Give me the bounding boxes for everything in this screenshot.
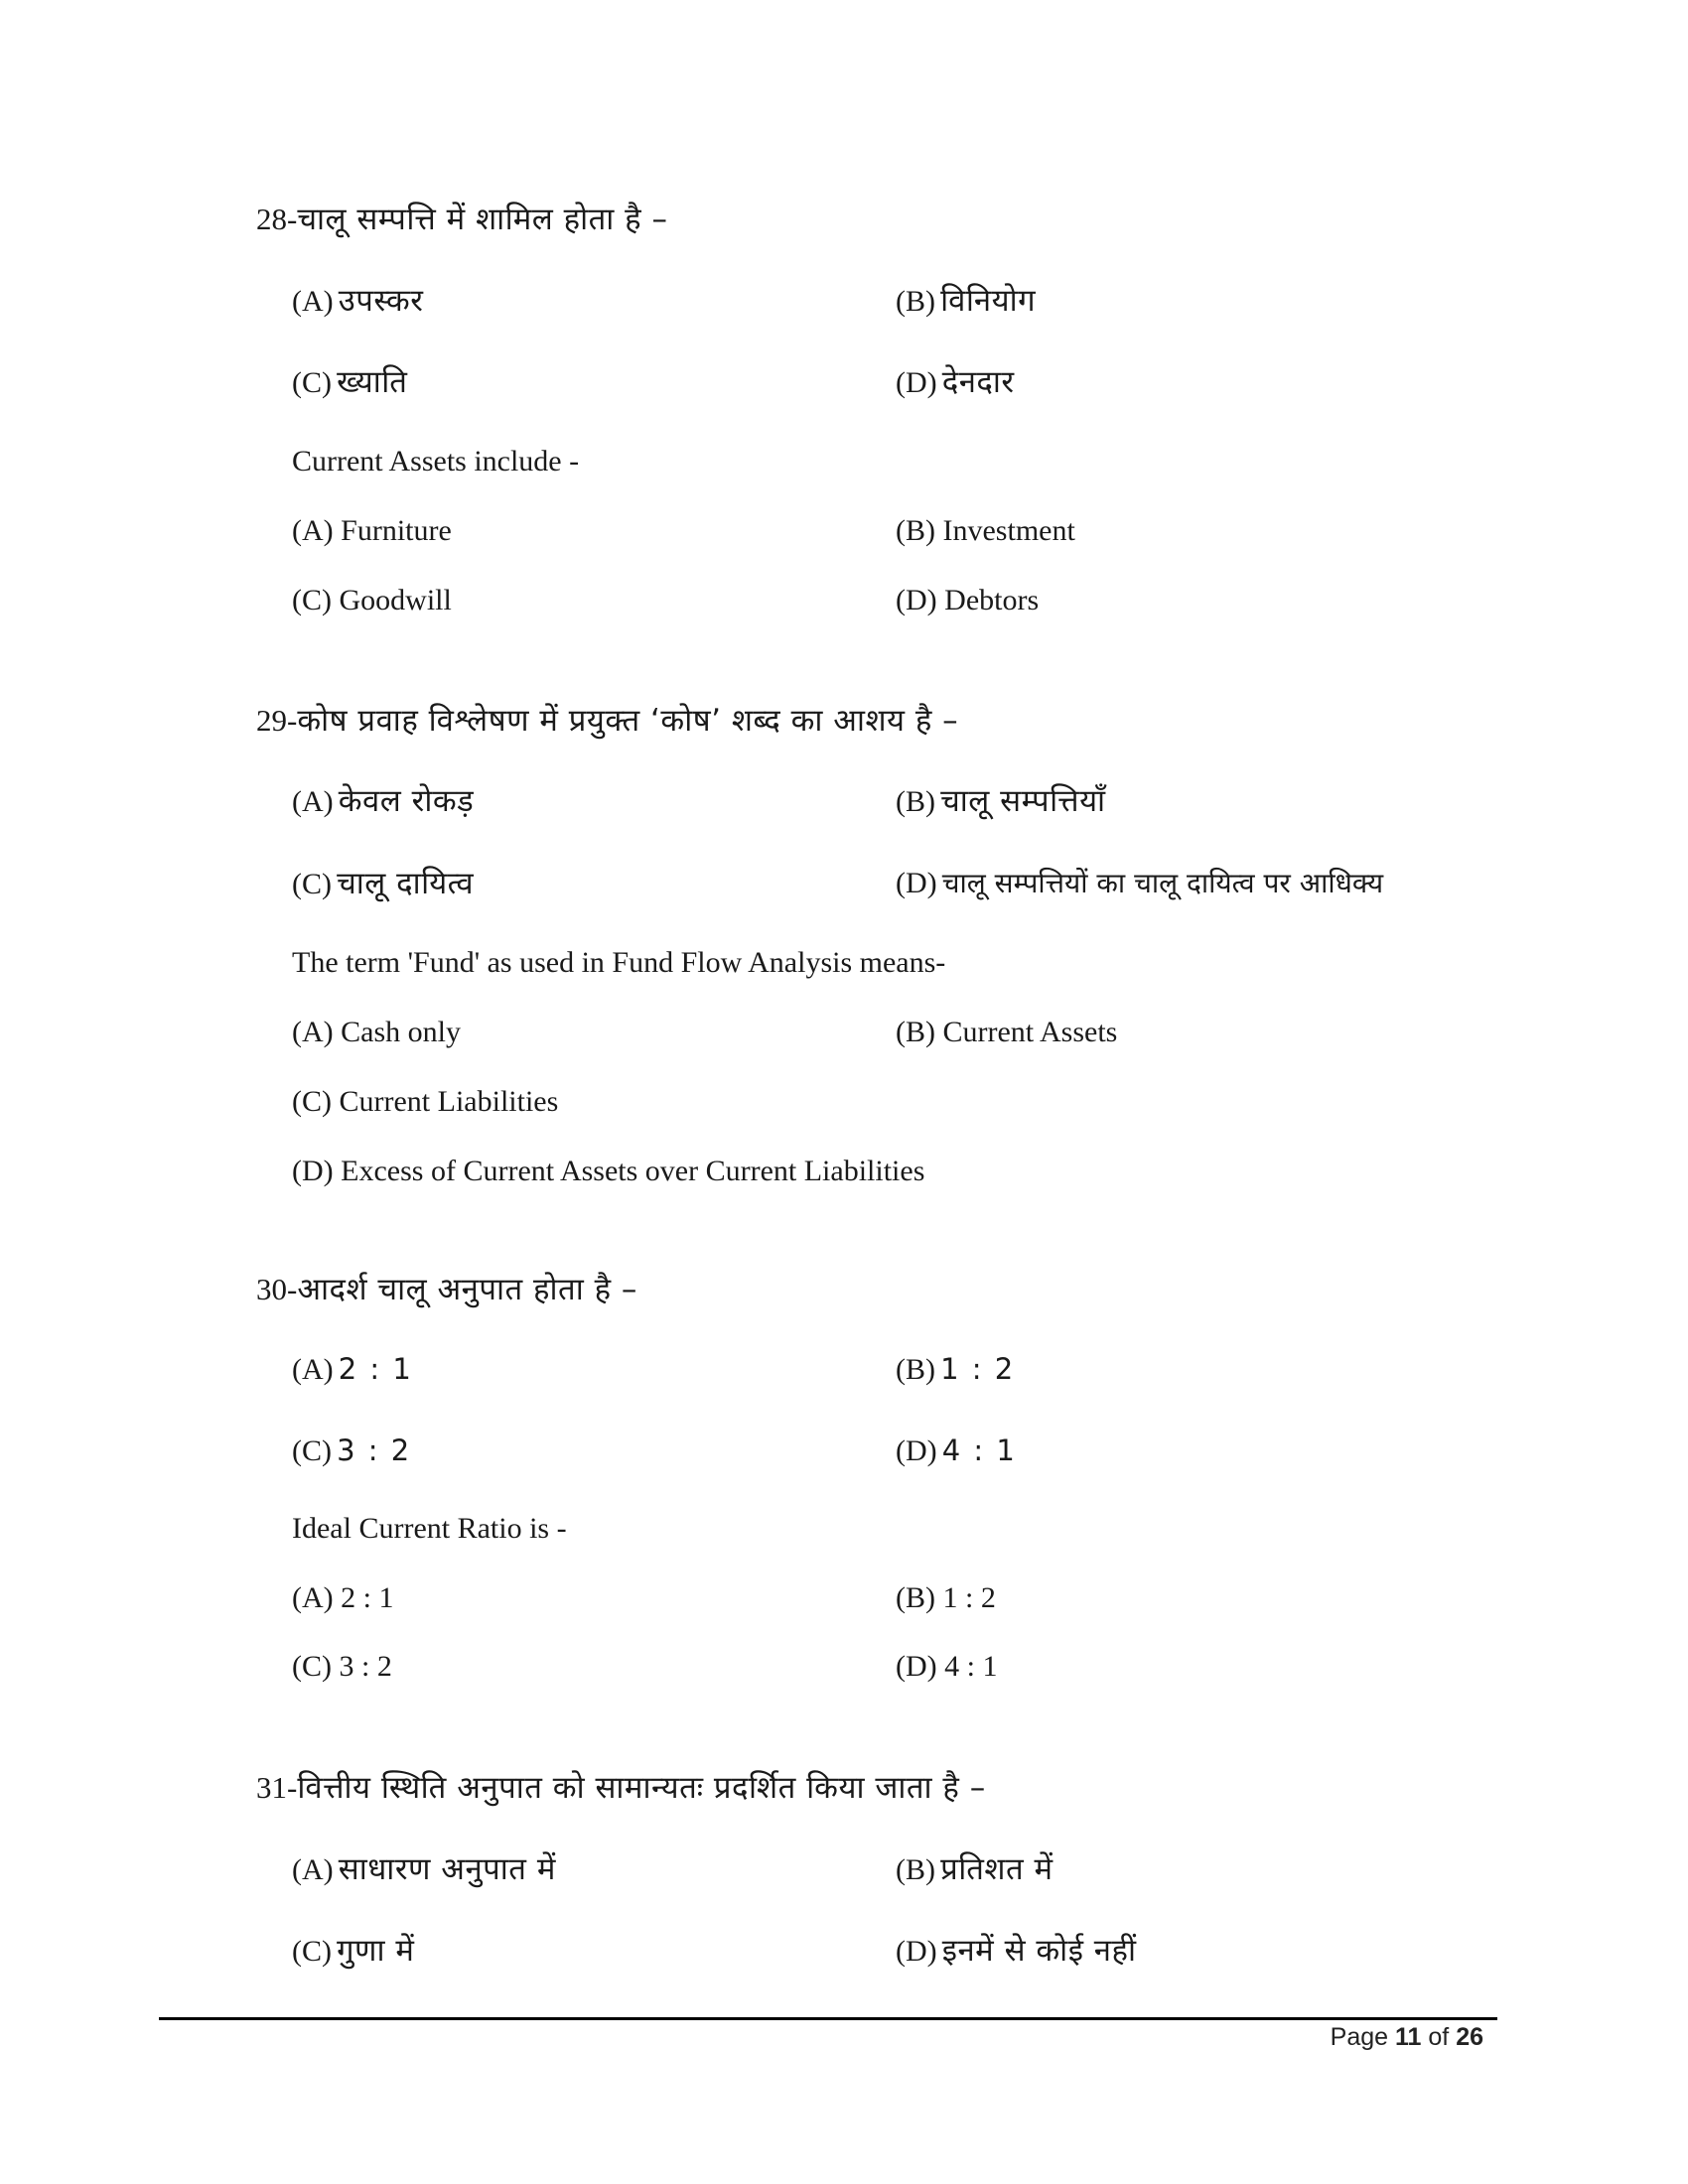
option-label: (A) xyxy=(292,1016,334,1048)
option-label: (C) xyxy=(292,1085,332,1118)
option-label: (A) xyxy=(292,1581,334,1614)
option-text: 1 : 2 xyxy=(940,1352,1016,1386)
option-text: Excess of Current Assets over Current Liabilities xyxy=(341,1155,925,1187)
q30-hi-option-a xyxy=(292,1352,413,1386)
q29-hi-option-c xyxy=(292,866,475,901)
question-text: चालू सम्पत्ति में शामिल होता है – xyxy=(297,202,668,237)
question-number: 31- xyxy=(256,1770,298,1805)
option-text: प्रतिशत में xyxy=(940,1851,1054,1887)
option-label: (D) xyxy=(896,584,937,616)
option-text: Investment xyxy=(942,514,1075,547)
option-text: Current Assets xyxy=(942,1016,1118,1048)
q31-hi-option-b xyxy=(896,1851,1054,1887)
option-label: (B) xyxy=(896,1853,935,1886)
option-label: (B) xyxy=(896,1353,935,1386)
question-30-hindi xyxy=(256,1274,637,1305)
option-label: (C) xyxy=(292,584,332,616)
option-label: (A) xyxy=(292,1353,334,1386)
option-label: (D) xyxy=(896,1935,937,1968)
question-29-english: The term 'Fund' as used in Fund Flow Analysis means- xyxy=(292,946,946,979)
option-label: (D) xyxy=(896,1650,937,1683)
option-label: (B) xyxy=(896,1581,935,1614)
q30-hi-option-d xyxy=(896,1433,1017,1467)
q31-hi-option-a xyxy=(292,1851,556,1887)
q29-en-option-d xyxy=(292,1157,924,1186)
question-28-english: Current Assets include - xyxy=(292,445,580,478)
q31-hi-option-c xyxy=(292,1933,415,1969)
option-text: साधारण अनुपात में xyxy=(338,1851,556,1887)
q29-en-option-b xyxy=(896,1018,1117,1047)
q29-en-option-c xyxy=(292,1087,558,1117)
q28-hi-option-a xyxy=(292,283,424,319)
option-text: 3 : 2 xyxy=(337,1433,412,1467)
question-31-hindi xyxy=(256,1772,986,1804)
question-text: वित्तीय स्थिति अनुपात को सामान्यतः प्रदर्शित किया जाता है – xyxy=(297,1770,986,1806)
option-text: Cash only xyxy=(341,1016,461,1048)
question-text: आदर्श चालू अनुपात होता है – xyxy=(297,1272,637,1307)
option-text: 1 : 2 xyxy=(942,1581,996,1614)
q30-en-option-a xyxy=(292,1583,394,1613)
option-label: (C) xyxy=(292,366,332,399)
option-text: 2 : 1 xyxy=(341,1581,394,1614)
option-text: ख्याति xyxy=(337,364,408,400)
q30-en-option-c xyxy=(292,1652,392,1682)
q30-en-option-b xyxy=(896,1583,996,1613)
option-label: (D) xyxy=(896,366,937,399)
q31-hi-option-d xyxy=(896,1933,1137,1969)
option-label: (D) xyxy=(292,1155,334,1187)
option-text: 4 : 1 xyxy=(941,1433,1017,1467)
question-text: कोष प्रवाह विश्लेषण में प्रयुक्त ‘कोष’ शब्द का आशय है – xyxy=(297,703,959,739)
q29-hi-option-b xyxy=(896,783,1106,819)
option-text: 2 : 1 xyxy=(338,1352,413,1386)
page-of: of xyxy=(1428,2023,1450,2051)
question-number: 28- xyxy=(256,202,298,236)
q30-hi-option-b xyxy=(896,1352,1016,1386)
option-label: (C) xyxy=(292,1434,332,1467)
option-text: गुणा में xyxy=(337,1933,415,1969)
option-text: Goodwill xyxy=(339,584,452,616)
q28-en-option-c xyxy=(292,586,452,615)
q30-en-option-d xyxy=(896,1652,998,1682)
page-number xyxy=(1331,2023,1483,2052)
page-total: 26 xyxy=(1456,2023,1483,2051)
option-label: (A) xyxy=(292,285,334,318)
option-label: (B) xyxy=(896,285,935,318)
q28-en-option-b xyxy=(896,516,1075,546)
question-30-english: Ideal Current Ratio is - xyxy=(292,1512,567,1545)
q29-hi-option-d xyxy=(896,869,1383,898)
option-text: विनियोग xyxy=(940,283,1037,319)
question-number: 30- xyxy=(256,1272,298,1306)
question-number: 29- xyxy=(256,703,298,738)
option-label: (A) xyxy=(292,514,334,547)
option-label: (C) xyxy=(292,1935,332,1968)
q28-en-option-d xyxy=(896,586,1039,615)
option-label: (B) xyxy=(896,785,935,818)
question-28-hindi xyxy=(256,204,667,235)
option-text: केवल रोकड़ xyxy=(338,783,475,819)
q28-hi-option-c xyxy=(292,364,408,400)
option-text: चालू सम्पत्तियाँ xyxy=(940,783,1106,819)
page-current: 11 xyxy=(1394,2023,1422,2051)
option-text: इनमें से कोई नहीं xyxy=(941,1933,1137,1969)
option-text: चालू सम्पत्तियों का चालू दायित्व पर आधिक्य xyxy=(941,867,1384,899)
q28-en-option-a xyxy=(292,516,452,546)
q28-hi-option-d xyxy=(896,364,1015,400)
option-label: (C) xyxy=(292,1650,332,1683)
option-text: उपस्कर xyxy=(338,283,424,319)
q29-en-option-a xyxy=(292,1018,461,1047)
option-text: Debtors xyxy=(944,584,1040,616)
option-text: Furniture xyxy=(341,514,452,547)
option-label: (D) xyxy=(896,1434,937,1467)
option-label: (B) xyxy=(896,514,935,547)
option-text: देनदार xyxy=(941,364,1015,400)
option-label: (B) xyxy=(896,1016,935,1048)
option-label: (A) xyxy=(292,785,334,818)
question-29-hindi xyxy=(256,705,958,737)
q30-hi-option-c xyxy=(292,1433,412,1467)
option-text: 3 : 2 xyxy=(339,1650,392,1683)
option-label: (D) xyxy=(896,867,937,899)
q28-hi-option-b xyxy=(896,283,1037,319)
page-prefix: Page xyxy=(1330,2023,1389,2051)
option-label: (C) xyxy=(292,868,332,900)
option-text: 4 : 1 xyxy=(944,1650,998,1683)
option-label: (A) xyxy=(292,1853,334,1886)
option-text: Current Liabilities xyxy=(339,1085,559,1118)
q29-hi-option-a xyxy=(292,783,475,819)
option-text: चालू दायित्व xyxy=(337,866,475,901)
footer-divider xyxy=(159,2017,1497,2020)
